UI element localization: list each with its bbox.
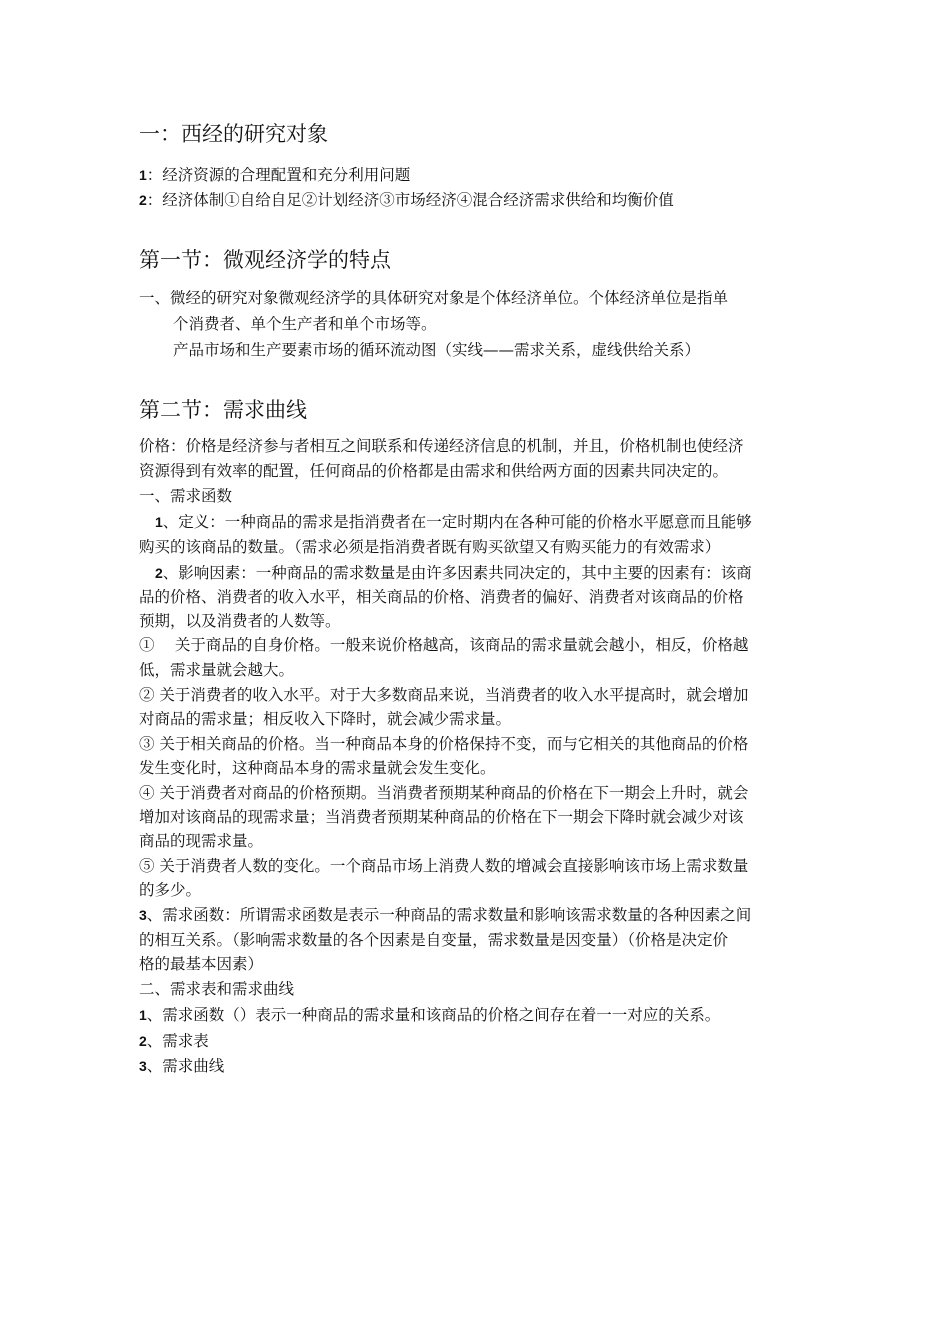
paragraph-line: 产品市场和生产要素市场的循环流动图（实线——需求关系，虚线供给关系）	[173, 341, 701, 359]
list-item-1	[139, 164, 410, 186]
paragraph-line: 个消费者、单个生产者和单个市场等。	[173, 315, 437, 333]
heading-section-2: 第二节：需求曲线	[139, 398, 307, 422]
definition-line	[155, 511, 752, 533]
paragraph-line: 格的最基本因素）	[139, 955, 264, 973]
paragraph-line: 预期，以及消费者的人数等。	[139, 612, 341, 630]
paragraph-line: 一、微经的研究对象微观经济学的具体研究对象是个体经济单位。个体经济单位是指单	[139, 289, 729, 307]
paragraph-line: 的相互关系。（影响需求数量的各个因素是自变量，需求数量是因变量）（价格是决定价	[139, 931, 729, 949]
paragraph-line: 价格：价格是经济参与者相互之间联系和传递经济信息的机制，并且，价格机制也使经济	[139, 437, 744, 455]
factor-1-line: ① 关于商品的自身价格。一般来说价格越高，该商品的需求量就会越小，相反，价格越	[139, 636, 749, 654]
paragraph-line: 对商品的需求量；相反收入下降时，就会减少需求量。	[139, 710, 512, 728]
paragraph-line: 商品的现需求量。	[139, 832, 264, 850]
paragraph-line: 发生变化时，这种商品本身的需求量就会发生变化。	[139, 759, 496, 777]
list-item	[139, 1055, 224, 1077]
list-item	[139, 1030, 209, 1052]
paragraph-line: 资源得到有效率的配置，任何商品的价格都是由需求和供给两方面的因素共同决定的。	[139, 462, 729, 480]
heading-section-1: 第一节：微观经济学的特点	[139, 248, 391, 272]
paragraph-line: 购买的该商品的数量。（需求必须是指消费者既有购买欲望又有购买能力的有效需求）	[139, 538, 721, 556]
item-number: 2	[139, 192, 147, 208]
influence-line	[155, 562, 752, 584]
item-text: 、需求函数：所谓需求函数是表示一种商品的需求数量和影响该需求数量的各种因素之间	[146, 906, 752, 924]
factor-2-line: ② 关于消费者的收入水平。对于大多数商品来说，当消费者的收入水平提高时，就会增加	[139, 686, 749, 704]
demand-function-line	[139, 904, 751, 926]
factor-3-line: ③ 关于相关商品的价格。当一种商品本身的价格保持不变，而与它相关的其他商品的价格	[139, 735, 749, 753]
item-number: 1	[139, 167, 147, 183]
item-number: 1	[155, 514, 163, 530]
paragraph-line: 品的价格、消费者的收入水平，相关商品的价格、消费者的偏好、消费者对该商品的价格	[139, 588, 744, 606]
list-item-2	[139, 189, 674, 211]
item-text: 、需求曲线	[146, 1057, 225, 1075]
item-text: 、需求函数（）表示一种商品的需求量和该商品的价格之间存在着一一对应的关系。	[146, 1006, 721, 1024]
factor-4-line: ④ 关于消费者对商品的价格预期。当消费者预期某种商品的价格在下一期会上升时，就会	[139, 784, 749, 802]
subheading-demand-table-curve: 二、需求表和需求曲线	[139, 980, 295, 998]
item-text: 、影响因素：一种商品的需求数量是由许多因素共同决定的，其中主要的因素有：该商	[162, 564, 752, 582]
item-number: 1	[139, 1007, 147, 1023]
paragraph-line: 增加对该商品的现需求量；当消费者预期某种商品的价格在下一期会下降时就会减少对该	[139, 808, 744, 826]
subheading-demand-function: 一、需求函数	[139, 487, 233, 505]
item-number: 2	[155, 565, 163, 581]
heading-research-object: 一：西经的研究对象	[139, 122, 328, 146]
list-item	[139, 1004, 720, 1026]
item-text: ：经济资源的合理配置和充分利用问题	[146, 166, 411, 184]
paragraph-line: 的多少。	[139, 881, 202, 899]
item-text: 、定义：一种商品的需求是指消费者在一定时期内在各种可能的价格水平愿意而且能够	[162, 513, 752, 531]
factor-5-line: ⑤ 关于消费者人数的变化。一个商品市场上消费人数的增减会直接影响该市场上需求数量	[139, 857, 749, 875]
item-text: 、需求表	[146, 1032, 209, 1050]
item-text: ：经济体制①自给自足②计划经济③市场经济④混合经济需求供给和均衡价值	[146, 191, 674, 209]
item-number: 3	[139, 907, 147, 923]
item-number: 2	[139, 1033, 147, 1049]
item-number: 3	[139, 1058, 147, 1074]
paragraph-line: 低，需求量就会越大。	[139, 661, 295, 679]
